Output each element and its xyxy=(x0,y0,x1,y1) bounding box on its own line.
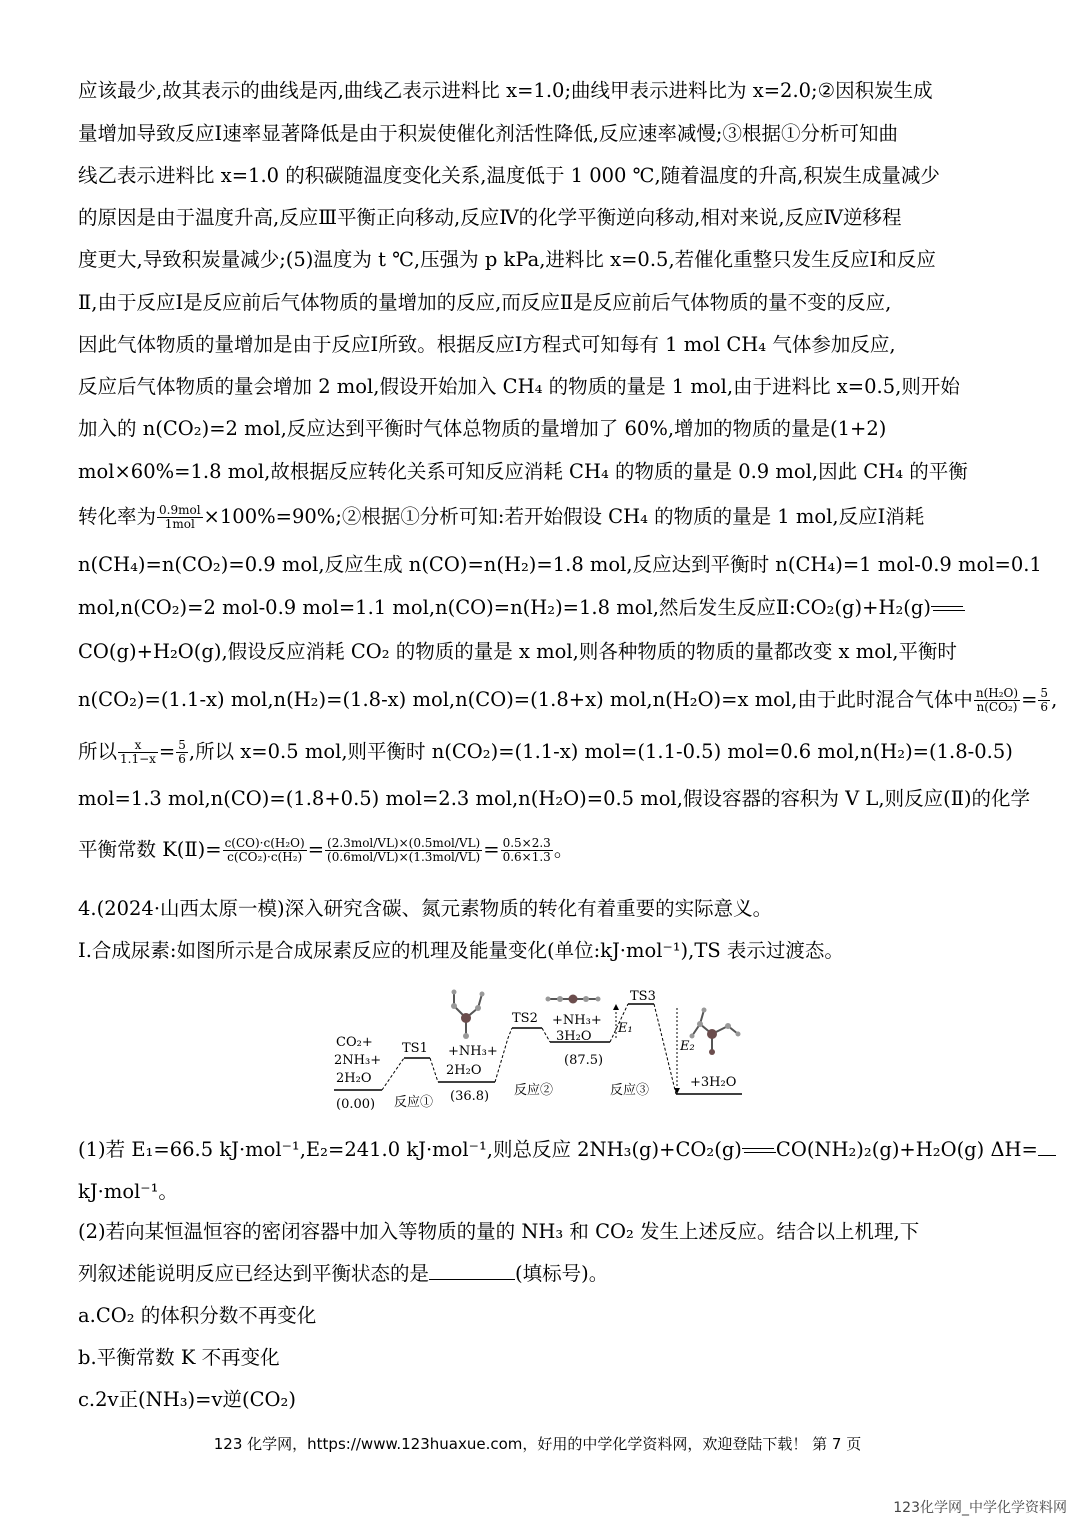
text-span: = xyxy=(307,838,325,861)
fraction-numerator: 5 xyxy=(1040,686,1049,700)
reaction3-label: 反应③ xyxy=(610,1083,650,1098)
int2-label: 3H₂O xyxy=(556,1029,592,1044)
equilibrium-arrow-icon xyxy=(742,1146,776,1156)
text-span: mol,n(CO₂)=2 mol-0.9 mol=1.1 mol,n(CO)=n(H₂)=1.8 mol,然后发生反应Ⅱ:CO₂(g)+H₂(g) xyxy=(78,596,931,619)
fraction xyxy=(1038,687,1050,714)
paragraph-line: 量增加导致反应Ⅰ速率显著降低是由于积炭使催化剂活性降低,反应速率减慢;③根据①分析可知曲 xyxy=(78,122,898,145)
fraction xyxy=(157,504,203,531)
ts1-label: TS1 xyxy=(402,1041,428,1056)
option-b: b.平衡常数 K 不再变化 xyxy=(78,1346,280,1369)
molecule-icon xyxy=(690,1008,741,1056)
paragraph-line: 线乙表示进料比 x=1.0 的积碳随温度变化关系,温度低于 1 000 ℃,随着温度的升高,积炭生成量减少 xyxy=(78,164,940,187)
path-segment xyxy=(382,1058,404,1090)
path-segment xyxy=(430,1058,438,1082)
paragraph-line xyxy=(78,836,573,864)
paragraph-line: 应该最少,故其表示的曲线是丙,曲线乙表示进料比 x=1.0;曲线甲表示进料比为 x=2.0;②因积炭生成 xyxy=(78,79,933,102)
answer-blank[interactable] xyxy=(429,1261,515,1280)
text-span: (填标号)。 xyxy=(515,1262,609,1285)
paragraph-line xyxy=(78,503,924,531)
text-span: n(CO₂)=(1.1-x) mol,n(H₂)=(1.8-x) mol,n(CO)=(1.8+x) mol,n(H₂O)=x mol,由于此时混合气体中 xyxy=(78,688,973,711)
equilibrium-arrow-icon xyxy=(931,604,965,614)
reaction1-label: 反应① xyxy=(394,1095,434,1110)
text-span: 转化率为 xyxy=(78,505,157,528)
paragraph-line: mol=1.3 mol,n(CO)=(1.8+0.5) mol=2.3 mol,n(H₂O)=0.5 mol,假设容器的容积为 V L,则反应(Ⅱ)的化学 xyxy=(78,787,1031,810)
start-label: 2H₂O xyxy=(336,1071,372,1086)
question-2: (2)若向某恒温恒容的密闭容器中加入等物质的量的 NH₃ 和 CO₂ 发生上述反应。结合以上机理,下 xyxy=(78,1220,920,1243)
text-span: ,所以 x=0.5 mol,则平衡时 n(CO₂)=(1.1-x) mol=(1.1-0.5) mol=0.6 mol,n(H₂)=(1.8-0.5) xyxy=(188,740,1013,763)
start-label: 2NH₃+ xyxy=(334,1053,382,1068)
question-title: 4.(2024·山西太原一模)深入研究含碳、氮元素物质的转化有着重要的实际意义。 xyxy=(78,897,773,920)
fraction-denominator: 6 xyxy=(1040,700,1049,714)
paragraph-line xyxy=(78,738,1013,766)
page-footer: 123 化学网，https://www.123huaxue.com，好用的中学化学资料网，欢迎登陆下载！ 第 7 页 xyxy=(213,1435,862,1453)
fraction-numerator: (2.3mol/VL)×(0.5mol/VL) xyxy=(327,836,481,850)
paragraph-line: 因此气体物质的量增加是由于反应Ⅰ所致。根据反应Ⅰ方程式可知每有 1 mol CH₄ 气体参加反应, xyxy=(78,333,896,356)
paragraph-line: 度更大,导致积炭量减少;(5)温度为 t ℃,压强为 p kPa,进料比 x=0.5,若催化重整只发生反应Ⅰ和反应 xyxy=(78,248,936,271)
arrow-head-icon xyxy=(674,1088,680,1094)
fraction-denominator: 1mol xyxy=(164,517,195,531)
reaction2-label: 反应② xyxy=(514,1083,554,1098)
text-span: ×100%=90%;②根据①分析可知:若开始假设 CH₄ 的物质的量是 1 mol,反应Ⅰ消耗 xyxy=(203,505,925,528)
text-span: (1)若 E₁=66.5 kJ·mol⁻¹,E₂=241.0 kJ·mol⁻¹,则总反应 2NH₃(g)+CO₂(g) xyxy=(78,1138,742,1161)
fraction-numerator: 5 xyxy=(178,738,186,752)
fraction xyxy=(176,739,188,766)
arrow-head-icon xyxy=(613,1004,619,1010)
text-span: = xyxy=(483,838,500,861)
fraction-numerator: n(H₂O) xyxy=(975,686,1019,700)
paragraph-line: CO(g)+H₂O(g),假设反应消耗 CO₂ 的物质的量是 x mol,则各种物质的物质的量都改变 x mol,平衡时 xyxy=(78,640,957,663)
fraction-denominator: c(CO₂)·c(H₂) xyxy=(227,850,303,864)
question-intro: Ⅰ.合成尿素:如图所示是合成尿素反应的机理及能量变化(单位:kJ·mol⁻¹),TS 表示过渡态。 xyxy=(78,939,844,962)
paragraph-line: n(CH₄)=n(CO₂)=0.9 mol,反应生成 n(CO)=n(H₂)=1.8 mol,反应达到平衡时 n(CH₄)=1 mol-0.9 mol=0.1 xyxy=(78,553,1042,576)
paragraph-line: 的原因是由于温度升高,反应Ⅲ平衡正向移动,反应Ⅳ的化学平衡逆向移动,相对来说,反应Ⅳ逆移程 xyxy=(78,206,902,229)
int1-label: 2H₂O xyxy=(446,1063,482,1078)
int1-label: +NH₃+ xyxy=(448,1044,498,1059)
e1-label: E₁ xyxy=(618,1021,633,1036)
fraction xyxy=(223,837,307,864)
paragraph-line: 加入的 n(CO₂)=2 mol,反应达到平衡时气体总物质的量增加了 60%,增加的物质的量是(1+2) xyxy=(78,417,887,440)
paragraph-line: 反应后气体物质的量会增加 2 mol,假设开始加入 CH₄ 的物质的量是 1 mol,由于进料比 x=0.5,则开始 xyxy=(78,375,960,398)
question-1-unit: kJ·mol⁻¹。 xyxy=(78,1180,178,1203)
int1-value: (36.8) xyxy=(450,1089,490,1104)
fraction xyxy=(501,837,553,864)
fraction-denominator: n(CO₂) xyxy=(976,700,1018,714)
e2-label: E₂ xyxy=(680,1039,695,1054)
molecule-icon xyxy=(546,995,601,1004)
text-span: CO(NH₂)₂(g)+H₂O(g) ΔH= xyxy=(775,1138,1038,1161)
fraction-denominator: 1.1−x xyxy=(120,752,156,766)
paragraph-line: mol×60%=1.8 mol,故根据反应转化关系可知反应消耗 CH₄ 的物质的量是 0.9 mol,因此 CH₄ 的平衡 xyxy=(78,460,968,483)
text-span: 。 xyxy=(553,838,574,861)
question-2 xyxy=(78,1260,608,1288)
start-label: CO₂+ xyxy=(336,1035,373,1050)
fraction-denominator: 0.6×1.3 xyxy=(502,850,551,864)
text-span: 列叙述能说明反应已经达到平衡状态的是 xyxy=(78,1262,430,1285)
end-label: +3H₂O xyxy=(690,1075,737,1090)
text-span: = xyxy=(158,740,176,763)
int2-label: +NH₃+ xyxy=(552,1013,602,1028)
fraction-numerator: x xyxy=(118,739,158,753)
paragraph-line xyxy=(78,686,1057,714)
fraction-numerator: 0.5×2.3 xyxy=(502,836,551,850)
molecule-icon xyxy=(451,990,485,1040)
fraction-numerator: c(CO)·c(H₂O) xyxy=(224,836,305,850)
path-segment xyxy=(542,1028,550,1042)
text-span: 所以 xyxy=(78,740,118,763)
fraction xyxy=(325,837,482,864)
option-a: a.CO₂ 的体积分数不再变化 xyxy=(78,1304,317,1327)
answer-blank[interactable] xyxy=(1038,1137,1056,1156)
start-value: (0.00) xyxy=(336,1097,376,1112)
int2-value: (87.5) xyxy=(564,1053,604,1068)
option-c: c.2v正(NH₃)=v逆(CO₂) xyxy=(78,1388,296,1411)
fraction-denominator: 6 xyxy=(178,752,186,766)
text-span: 平衡常数 K(Ⅱ)= xyxy=(78,838,222,861)
fraction xyxy=(118,739,158,766)
path-segment xyxy=(654,1004,676,1094)
ts2-label: TS2 xyxy=(512,1011,538,1026)
paragraph-line: Ⅱ,由于反应Ⅰ是反应前后气体物质的量增加的反应,而反应Ⅱ是反应前后气体物质的量不变的反应, xyxy=(78,291,892,314)
text-span: , xyxy=(1051,688,1058,711)
watermark: 123化学网_中学化学资料网 xyxy=(893,1500,1067,1516)
fraction-numerator: 0.9mol xyxy=(159,503,201,517)
paragraph-line xyxy=(78,594,965,622)
ts3-label: TS3 xyxy=(630,989,656,1004)
fraction-denominator: (0.6mol/VL)×(1.3mol/VL) xyxy=(327,850,481,864)
text-span: = xyxy=(1021,688,1038,711)
energy-profile-diagram xyxy=(320,978,760,1113)
question-1 xyxy=(78,1136,1056,1164)
fraction xyxy=(974,687,1020,714)
